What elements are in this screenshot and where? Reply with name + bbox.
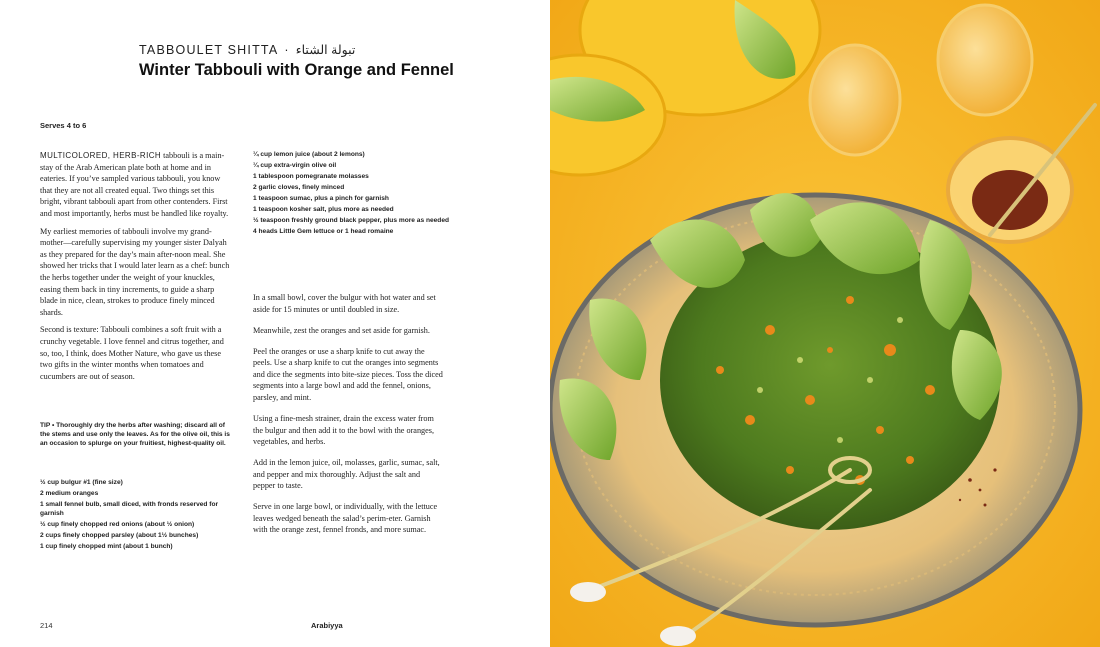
method-step: Meanwhile, zest the oranges and set aside for garnish. — [253, 325, 430, 335]
intro-lead: MULTICOLORED, HERB-RICH — [40, 151, 162, 160]
page-number: 214 — [40, 621, 53, 630]
intro-paragraph-1 — [40, 150, 230, 220]
intro-p1-text: tabbouli is a main-stay of the Arab American plate both at home and in eateries. If you’ve sampled various tabbouli, you know that they are not all created equal. Two things set this bright, vibrant tabbouli apart from other contenders. First and most importantly, herbs must be handled like royalty. — [40, 151, 229, 218]
method-steps — [253, 292, 443, 545]
ingredient-item: 1 small fennel bulb, small diced, with fronds reserved for garnish — [40, 500, 219, 517]
ingredient-item: 2 medium oranges — [40, 489, 99, 497]
utensil-handle-2 — [660, 626, 696, 646]
ingredients-list-b — [253, 151, 453, 239]
ingredient-item: 1 tablespoon pomegranate molasses — [253, 172, 369, 180]
ingredient-item: ¼ cup lemon juice (about 2 lemons) — [253, 151, 365, 158]
ingredient-item: 4 heads Little Gem lettuce or 1 head romaine — [253, 227, 394, 235]
tip-note: TIP • Thoroughly dry the herbs after washing; discard all of the stems and use only the leaves. As for the olive oil, this is an occasion to splurge on your fruitiest, highest-quality oil. — [40, 422, 230, 448]
recipe-title: Winter Tabbouli with Orange and Fennel — [139, 61, 454, 79]
tabbouli-photo-illustration — [550, 0, 1100, 647]
method-step: Peel the oranges or use a sharp knife to cut away the peels. Use a sharp knife to cut the oranges into segments and dice the segments into bite-size pieces. Toss the diced segments into a large bowl and add the fennel, onions, parsley, and mint. — [253, 346, 443, 402]
ingredient-item: ½ teaspoon freshly ground black pepper, plus more as needed — [253, 216, 450, 224]
recipe-kicker — [139, 42, 355, 57]
serves-line: Serves 4 to 6 — [40, 121, 87, 130]
running-head: Arabiyya — [311, 621, 343, 630]
ingredient-item: 1 cup finely chopped mint (about 1 bunch) — [40, 542, 173, 550]
ingredient-item: 1 teaspoon kosher salt, plus more as needed — [253, 205, 394, 213]
intro-paragraph-3: Second is texture: Tabbouli combines a soft fruit with a crunchy vegetable. I love fennel and citrus together, and so, too, I think, does Mother Nature, who gave us these two gifts in the winter months when tomatoes and cucumbers are out of season. — [40, 325, 224, 381]
method-step: Using a fine-mesh strainer, drain the excess water from the bulgur and then add it to the bowl with the oranges, vegetables, and herbs. — [253, 413, 434, 447]
method-step: Add in the lemon juice, oil, molasses, garlic, sumac, salt, and pepper and mix thoroughly. Adjust the salt and pepper to taste. — [253, 458, 440, 491]
tabbouli-photo — [550, 0, 1100, 647]
ingredient-item: 1 teaspoon sumac, plus a pinch for garnish — [253, 194, 389, 202]
ingredient-item: ¼ cup extra-virgin olive oil — [253, 161, 337, 169]
intro-column — [40, 150, 230, 388]
ingredient-item: 2 garlic cloves, finely minced — [253, 183, 345, 191]
kicker-separator: · — [284, 43, 290, 57]
water-glass-2 — [938, 5, 1032, 115]
method-step: In a small bowl, cover the bulgur with hot water and set aside for 15 minutes or until doubled in size. — [253, 293, 436, 314]
ingredient-item: ½ cup finely chopped red onions (about ½ onion) — [40, 520, 195, 528]
utensil-handle-1 — [570, 582, 606, 602]
recipe-transliteration: TABBOULET SHITTA — [139, 43, 279, 57]
water-glass-1 — [810, 45, 900, 155]
ingredients-list-a — [40, 479, 240, 554]
intro-paragraph-2: My earliest memories of tabbouli involve my grand-mother—carefully supervising my younger sister Dalyah as they prepared for the day’s main after-noon meal. She showed her tricks that I would later learn as a chef: bunch the herbs together under the weight of your knuckles, easing them back in tiny increments, to guide a sharp blade in nice, clean, strokes to produce finely minced shards. — [40, 226, 230, 317]
recipe-arabic-title: تبولة الشتاء — [295, 43, 356, 57]
method-step: Serve in one large bowl, or individually, with the lettuce leaves wedged beneath the salad’s perim-eter. Garnish with the orange zest, fennel fronds, and more sumac. — [253, 502, 438, 535]
ingredient-item: ½ cup bulgur #1 (fine size) — [40, 479, 123, 486]
ingredient-item: 2 cups finely chopped parsley (about 1½ bunches) — [40, 531, 199, 539]
